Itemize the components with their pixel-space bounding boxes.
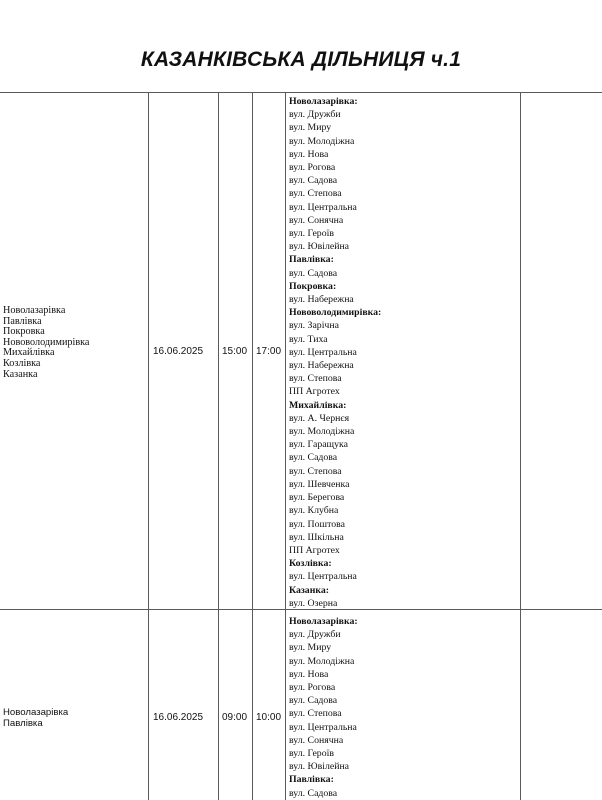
list-item: Нововолодимирівка: [3, 336, 90, 348]
street-item: вул. Героїв: [289, 228, 334, 240]
street-item: вул. Центральна: [289, 721, 357, 733]
end-time: 10:00: [256, 712, 282, 723]
table-divider: [252, 92, 253, 800]
street-item: ПП Агротех: [289, 386, 340, 398]
street-item: вул. Зарічна: [289, 320, 339, 332]
street-item: вул. Дружби: [289, 109, 341, 121]
street-item: вул. Нова: [289, 668, 329, 680]
street-item: вул. Героїв: [289, 748, 334, 760]
start-time: 15:00: [222, 346, 248, 357]
page-title: КАЗАНКІВСЬКА ДІЛЬНИЦЯ ч.1: [140, 48, 462, 71]
street-item: вул. Степова: [289, 188, 342, 200]
start-time: 09:00: [222, 712, 248, 723]
street-item: вул. Набережна: [289, 294, 354, 306]
street-item: вул. Рогова: [289, 162, 336, 174]
street-item: вул. А. Чернєя: [289, 412, 350, 424]
outage-date: 16.06.2025: [153, 346, 204, 357]
street-item: ПП Агротех: [289, 544, 340, 556]
settlement-header: Новолазарівка:: [289, 96, 358, 107]
list-item: Михайлівка: [3, 347, 55, 359]
street-item: вул. Молодіжна: [289, 655, 355, 667]
table-divider: [520, 92, 521, 800]
street-item: вул. Степова: [289, 373, 342, 385]
table-divider: [218, 92, 219, 800]
list-item: Козлівка: [3, 357, 41, 369]
settlement-header: Павлівка:: [289, 774, 334, 786]
table-divider: [148, 92, 149, 800]
settlement-header: Павлівка:: [289, 254, 334, 266]
street-item: вул. Сонячна: [289, 214, 344, 226]
street-item: вул. Набережна: [289, 360, 354, 372]
table-divider: [285, 92, 286, 800]
table-row-border: [0, 92, 602, 93]
street-item: вул. Тиха: [289, 333, 328, 345]
list-item: Казанка: [3, 368, 38, 380]
street-item: вул. Садова: [289, 175, 338, 187]
street-item: вул. Рогова: [289, 682, 336, 694]
streets-list: [289, 615, 358, 800]
street-item: вул. Берегова: [289, 492, 345, 504]
list-item: Покровка: [3, 326, 45, 338]
street-item: вул. Поштова: [289, 518, 345, 530]
end-time: 17:00: [256, 346, 282, 357]
street-item: вул. Садова: [289, 452, 338, 464]
street-item: вул. Миру: [289, 642, 332, 654]
street-item: вул. Нова: [289, 148, 329, 160]
street-item: вул. Озерна: [289, 597, 338, 609]
street-item: вул. Степова: [289, 465, 342, 477]
settlements-list: [3, 707, 68, 729]
street-item: вул. Ювілейна: [289, 761, 350, 773]
list-item: Павлівка: [3, 718, 43, 729]
street-item: вул. Шкільна: [289, 531, 344, 543]
settlements-list: [3, 306, 89, 380]
outage-date: 16.06.2025: [153, 712, 204, 723]
settlement-header: Новолазарівка:: [289, 616, 358, 627]
street-item: вул. Дружби: [289, 629, 341, 641]
settlement-header: Покровка:: [289, 280, 337, 292]
street-item: вул. Шевченка: [289, 478, 350, 490]
street-item: вул. Клубна: [289, 505, 339, 517]
street-item: вул. Сонячна: [289, 734, 344, 746]
settlement-header: Казанка:: [289, 584, 330, 596]
streets-list: [289, 95, 381, 610]
street-item: вул. Садова: [289, 267, 338, 279]
street-item: вул. Гаращука: [289, 439, 348, 451]
list-item: Новолазарівка: [3, 305, 66, 316]
street-item: вул. Центральна: [289, 571, 357, 583]
street-item: вул. Центральна: [289, 201, 357, 213]
street-item: вул. Центральна: [289, 346, 357, 358]
street-item: вул. Садова: [289, 787, 338, 799]
list-item: Новолазарівка: [3, 707, 69, 718]
street-item: вул. Молодіжна: [289, 135, 355, 147]
street-item: вул. Степова: [289, 708, 342, 720]
street-item: вул. Садова: [289, 695, 338, 707]
settlement-header: Козлівка:: [289, 558, 332, 570]
street-item: вул. Молодіжна: [289, 426, 355, 438]
settlement-header: Михайлівка:: [289, 399, 347, 411]
settlement-header: Нововолодимирівка:: [289, 307, 382, 319]
list-item: Павлівка: [3, 315, 42, 327]
street-item: вул. Миру: [289, 122, 332, 134]
street-item: вул. Ювілейна: [289, 241, 350, 253]
